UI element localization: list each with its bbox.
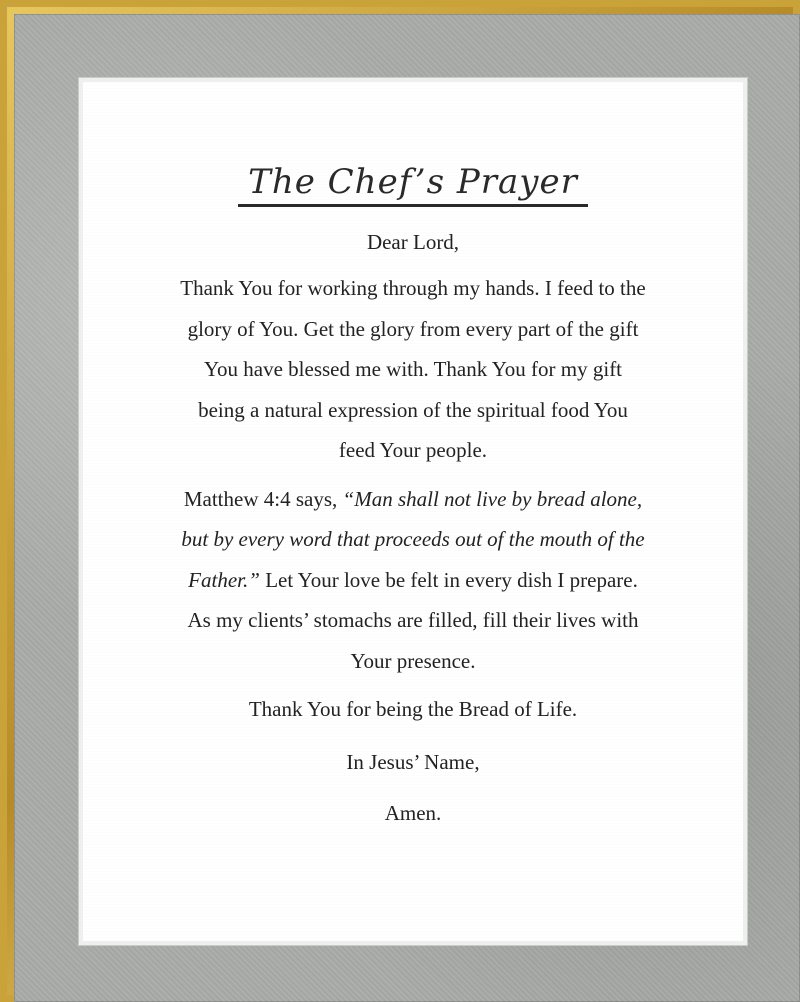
paragraph-1 xyxy=(103,268,723,471)
paragraph-2-line-5: Your presence. xyxy=(350,648,476,673)
paragraph-1-line: being a natural expression of the spiritual food You xyxy=(198,397,628,422)
paragraph-2 xyxy=(103,479,723,682)
mat-bevel xyxy=(78,77,748,946)
paragraph-1-line: You have blessed me with. Thank You for my gift xyxy=(203,357,623,381)
paragraph-2-line-2 xyxy=(103,519,723,560)
paragraph-1-line: feed Your people. xyxy=(338,438,488,462)
prayer-text: Let Your love be felt in every dish I prepare. xyxy=(259,567,638,592)
paragraph-2-line-1 xyxy=(103,479,723,520)
document-title: The Chef’s Prayer xyxy=(238,162,588,207)
title-container xyxy=(83,162,743,207)
scripture-quote: “Man shall not live by bread alone, xyxy=(342,486,643,511)
paragraph-2-line-4: As my clients’ stomachs are filled, fill their lives with xyxy=(187,608,639,632)
paragraph-1-line: Thank You for working through my hands. I feed to the xyxy=(180,276,646,300)
prayer-paper xyxy=(83,82,743,941)
scripture-quote: Father.” xyxy=(188,567,260,592)
scripture-reference: Matthew 4:4 says, xyxy=(183,486,343,511)
amen: Amen. xyxy=(384,801,442,825)
frame-mat xyxy=(14,14,800,1002)
paragraph-1-line: glory of You. Get the glory from every part of the gift xyxy=(187,316,639,341)
greeting: Dear Lord, xyxy=(366,230,460,254)
closing-line: Thank You for being the Bread of Life. xyxy=(248,697,578,721)
prayer-body xyxy=(103,228,723,827)
sign-off: In Jesus’ Name, xyxy=(346,750,480,774)
paragraph-2-line-3 xyxy=(103,560,723,601)
scripture-quote: but by every word that proceeds out of the mouth of the xyxy=(181,527,645,551)
